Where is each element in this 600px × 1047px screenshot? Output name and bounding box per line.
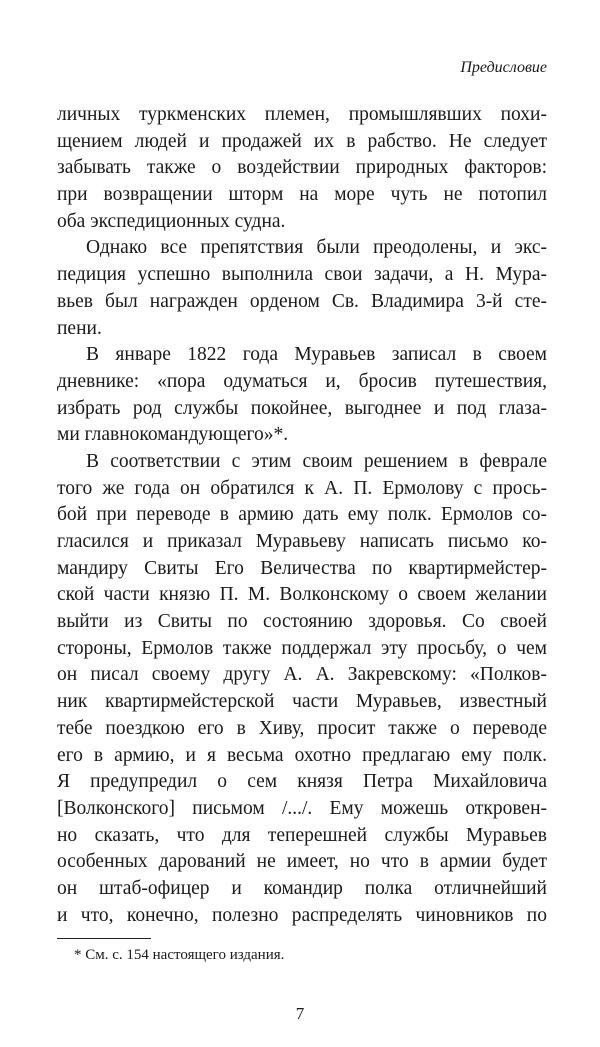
text-line: но сказать, что для теперешней службы Муравьев bbox=[57, 824, 547, 846]
text-line: пени. bbox=[57, 317, 102, 339]
footnote-divider bbox=[57, 938, 151, 939]
text-line: и что, конечно, полезно распределять чиновников по bbox=[57, 904, 547, 926]
text-line: Однако все препятствия были преодолены, и экс- bbox=[86, 237, 547, 259]
text-line: при возвращении шторм на море чуть не потопил bbox=[57, 184, 547, 206]
text-line: мандиру Свиты Его Величества по квартирмейстер- bbox=[57, 557, 547, 579]
text-line: избрать род службы покойнее, выгоднее и под глаза- bbox=[57, 397, 547, 419]
text-line: особенных дарований не имеет, но что в армии будет bbox=[57, 851, 547, 873]
text-line: педиция успешно выполнила свои задачи, а Н. Мура- bbox=[57, 264, 547, 286]
text-line: Я предупредил о сем князя Петра Михайловича bbox=[57, 771, 547, 793]
text-line: того же года он обратился к А. П. Ермолову с прось- bbox=[57, 477, 547, 499]
text-line: стороны, Ермолов также поддержал эту просьбу, о чем bbox=[57, 637, 547, 659]
footnote: * См. с. 154 настоящего издания. bbox=[74, 947, 285, 963]
text-line: В соответствии с этим своим решением в феврале bbox=[86, 450, 547, 472]
paragraph bbox=[57, 342, 547, 449]
body-text bbox=[57, 102, 547, 929]
text-line: он штаб-офицер и командир полка отличнейший bbox=[57, 877, 547, 899]
text-line: забывать также о воздействии природных факторов: bbox=[57, 157, 547, 179]
text-line: вьев был награжден орденом Св. Владимира 3-й сте- bbox=[57, 290, 547, 312]
text-line: ской части князю П. М. Волконскому о своем желании bbox=[57, 584, 547, 606]
paragraph bbox=[57, 102, 547, 235]
text-line: тебе поездкою его в Хиву, просит также о переводе bbox=[57, 717, 547, 739]
paragraph bbox=[57, 235, 547, 342]
text-line: личных туркменских племен, промышлявших похи- bbox=[57, 104, 547, 125]
text-line: [Волконского] письмом /.../. Ему можешь откровен- bbox=[57, 797, 547, 819]
text-line: оба экспедиционных судна. bbox=[57, 210, 286, 232]
running-head: Предисловие bbox=[460, 59, 547, 76]
text-line: дневнике: «пора одуматься и, бросив путешествия, bbox=[57, 370, 547, 392]
text-line: он писал своему другу А. А. Закревскому: «Полков- bbox=[57, 664, 547, 686]
paragraph bbox=[57, 449, 547, 929]
text-line: выйти из Свиты по состоянию здоровья. Со своей bbox=[57, 611, 547, 633]
text-line: ник квартирмейстерской части Муравьев, известный bbox=[57, 691, 547, 713]
text-line: щением людей и продажей их в рабство. Не следует bbox=[57, 130, 547, 152]
text-line: его в армию, и я весьма охотно предлагаю ему полк. bbox=[57, 744, 547, 766]
page-number: 7 bbox=[295, 1004, 305, 1023]
text-line: бой при переводе в армию дать ему полк. Ермолов со- bbox=[57, 504, 547, 526]
text-line: ми главнокомандующего»*. bbox=[57, 424, 289, 446]
text-line: В январе 1822 года Муравьев записал в своем bbox=[86, 344, 547, 366]
text-line: гласился и приказал Муравьеву написать письмо ко- bbox=[57, 531, 547, 552]
